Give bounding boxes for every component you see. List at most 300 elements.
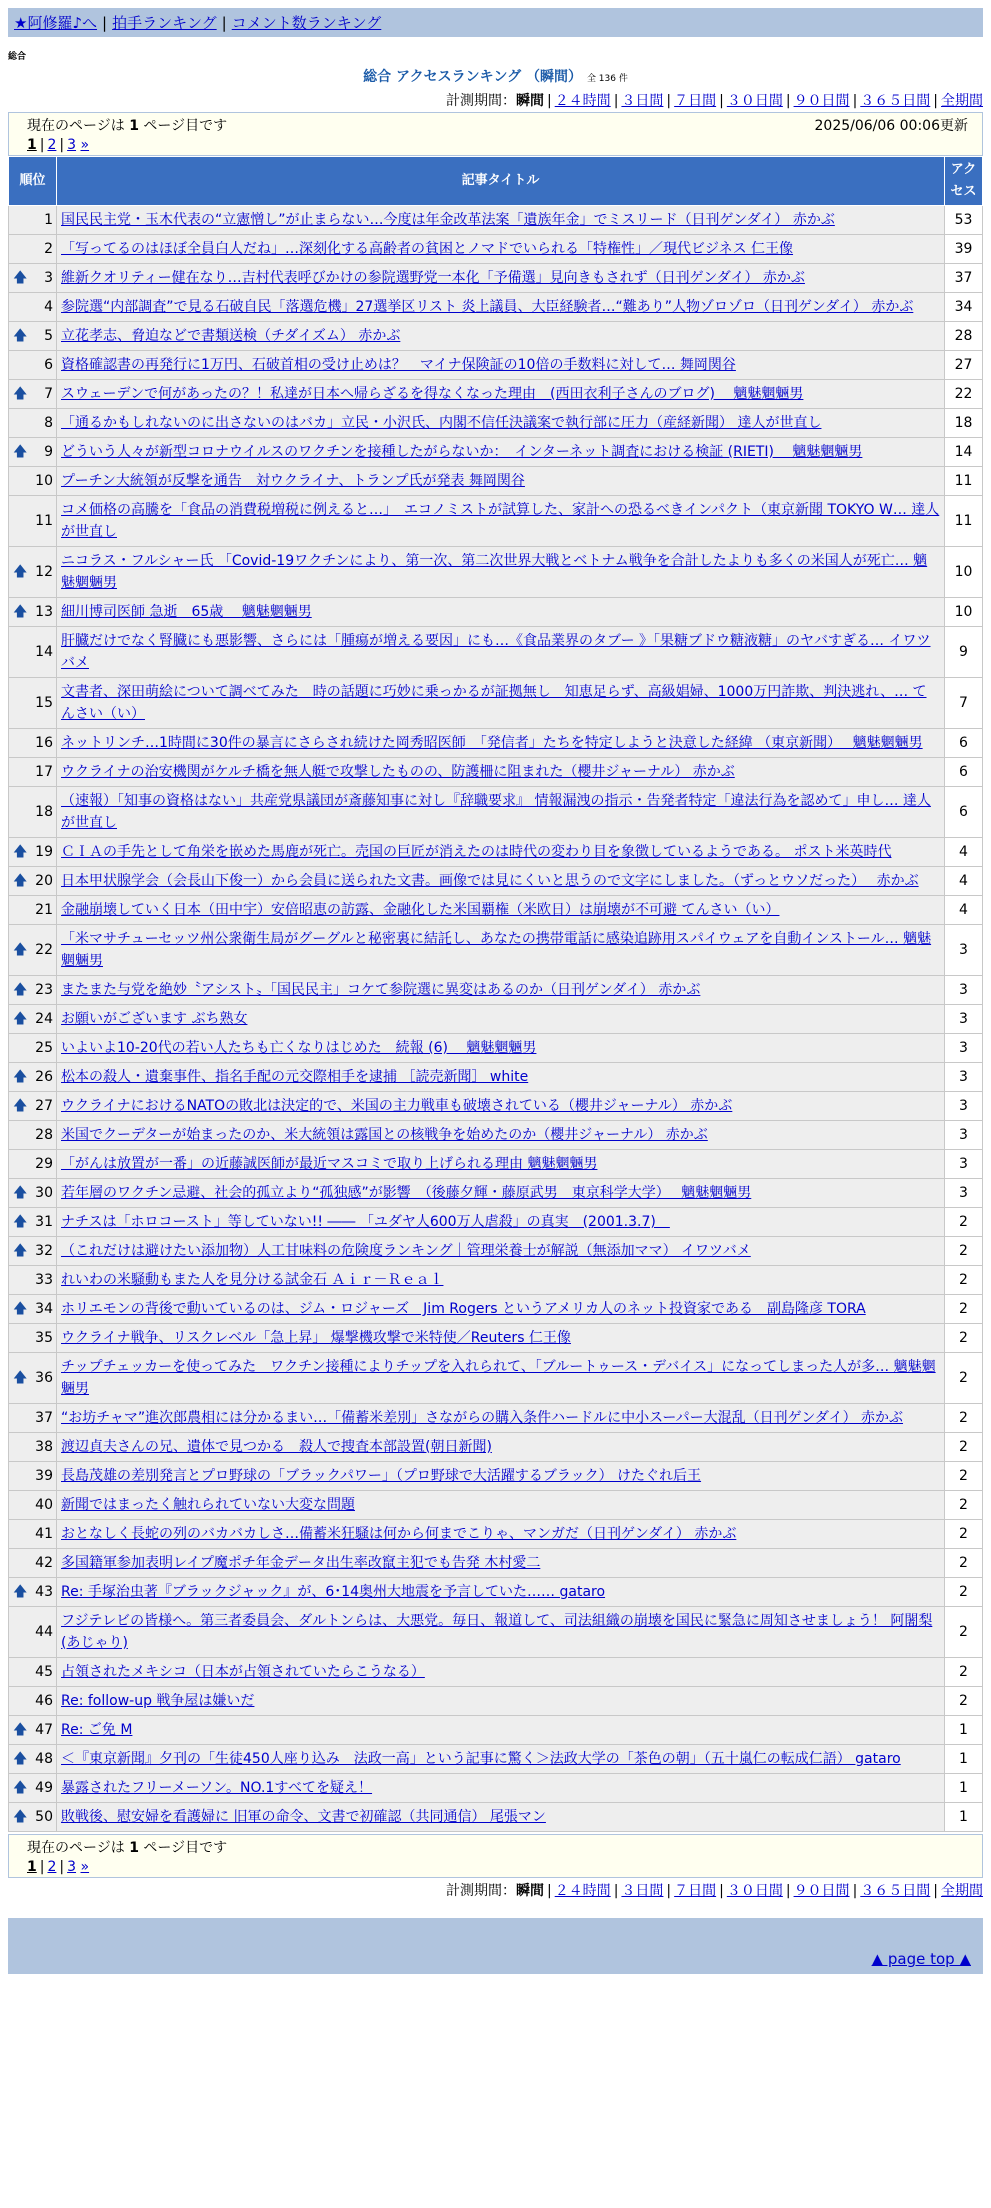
rank-cell bbox=[9, 787, 57, 838]
title-cell bbox=[57, 467, 945, 496]
article-title-link[interactable]: “お坊チャマ”進次郎農相には分かるまい…「備蓄米差別」さながらの購入条件ハードルに中小スーパー大混乱（日刊ゲンダイ） 赤かぶ bbox=[61, 1410, 904, 1426]
rank-number: 24 bbox=[35, 1011, 53, 1027]
title-cell bbox=[57, 322, 945, 351]
rank-number: 19 bbox=[35, 844, 53, 860]
rank-number: 12 bbox=[35, 564, 53, 580]
pager-separator: | bbox=[59, 137, 65, 153]
access-count: 3 bbox=[945, 976, 983, 1005]
article-title-link[interactable]: ＣＩＡの手先として角栄を嵌めた馬鹿が死亡。売国の巨匠が消えたのは時代の変わり目を象徴しているようである。 ポスト米英時代 bbox=[61, 844, 892, 860]
access-count: 6 bbox=[945, 787, 983, 838]
table-row bbox=[9, 1687, 983, 1716]
table-row bbox=[9, 1266, 983, 1295]
article-title-link[interactable]: 維新クオリティー健在なり…吉村代表呼びかけの参院選野党一本化「予備選」見向きもされず（日刊ゲンダイ） 赤かぶ bbox=[61, 270, 805, 286]
rank-up-arrow-icon: 🡅 bbox=[13, 1584, 28, 1600]
access-count: 2 bbox=[945, 1658, 983, 1687]
rank-number: 10 bbox=[35, 473, 53, 489]
access-count: 2 bbox=[945, 1687, 983, 1716]
rank-cell bbox=[9, 1295, 57, 1324]
period-link[interactable]: ３日間 bbox=[621, 93, 664, 109]
pager-separator: | bbox=[39, 137, 45, 153]
rank-cell bbox=[9, 1462, 57, 1491]
period-link[interactable]: ９０日間 bbox=[793, 93, 850, 109]
period-separator: | bbox=[719, 93, 724, 109]
pager-current-page: 1 bbox=[27, 1859, 37, 1875]
table-row bbox=[9, 1324, 983, 1353]
table-row bbox=[9, 896, 983, 925]
table-row bbox=[9, 1237, 983, 1266]
period-separator: | bbox=[852, 1883, 858, 1899]
article-title-link[interactable]: プーチン大統領が反撃を通告 対ウクライナ、トランプ氏が発表 舞岡関谷 bbox=[61, 473, 525, 489]
table-row bbox=[9, 1034, 983, 1063]
title-cell bbox=[57, 1208, 945, 1237]
title-cell bbox=[57, 1745, 945, 1774]
nav-separator: | bbox=[102, 14, 108, 32]
rank-cell bbox=[9, 1774, 57, 1803]
rank-cell bbox=[9, 976, 57, 1005]
access-count: 7 bbox=[945, 678, 983, 729]
title-cell bbox=[57, 438, 945, 467]
table-row bbox=[9, 1433, 983, 1462]
table-row bbox=[9, 293, 983, 322]
rank-number: 27 bbox=[35, 1098, 53, 1114]
title-cell bbox=[57, 409, 945, 438]
period-current: 瞬間 bbox=[515, 1883, 544, 1899]
rank-number: 39 bbox=[35, 1468, 53, 1484]
rank-number: 46 bbox=[35, 1693, 53, 1709]
pager-next-link[interactable]: » bbox=[80, 137, 90, 153]
table-row bbox=[9, 1179, 983, 1208]
rank-number: 48 bbox=[35, 1751, 53, 1767]
article-title-link[interactable]: Re: follow-up 戦争屋は嫌いだ bbox=[61, 1693, 255, 1709]
article-title-link[interactable]: 肝臓だけでなく腎臓にも悪影響、さらには「腫瘍が増える要因」にも…《食品業界のタブー 》「果糖ブドウ糖液糖」のヤバすぎる… イワツバメ bbox=[61, 633, 931, 671]
table-row bbox=[9, 1150, 983, 1179]
title-cell bbox=[57, 206, 945, 235]
article-title-link[interactable]: Re: ご免 M bbox=[61, 1722, 133, 1738]
title-cell bbox=[57, 1034, 945, 1063]
article-title-link[interactable]: 新聞ではまったく触れられていない大変な問題 bbox=[61, 1497, 355, 1513]
rank-number: 21 bbox=[35, 902, 53, 918]
title-cell bbox=[57, 1462, 945, 1491]
period-separator: | bbox=[613, 93, 619, 109]
rank-cell bbox=[9, 729, 57, 758]
access-count: 3 bbox=[945, 1150, 983, 1179]
rank-cell bbox=[9, 1353, 57, 1404]
rank-up-arrow-icon: 🡅 bbox=[13, 564, 28, 580]
access-count: 3 bbox=[945, 1179, 983, 1208]
title-cell bbox=[57, 1774, 945, 1803]
article-title-link[interactable]: 長島茂雄の差別発言とプロ野球の「ブラックパワー」（プロ野球で大活躍するブラック） けたぐれ后王 bbox=[61, 1468, 702, 1484]
table-row bbox=[9, 380, 983, 409]
access-count: 2 bbox=[945, 1607, 983, 1658]
home-link[interactable]: ★阿修羅♪へ bbox=[14, 14, 98, 32]
rank-cell bbox=[9, 1491, 57, 1520]
access-count: 3 bbox=[945, 1092, 983, 1121]
access-count: 2 bbox=[945, 1433, 983, 1462]
article-title-link[interactable]: 日本甲状腺学会（会長山下俊一）から会員に送られた文書。画像では見にくいと思うので文字にしました。（ずっとウソだった） 赤かぶ bbox=[61, 873, 919, 889]
period-link[interactable]: ３６５日間 bbox=[860, 93, 931, 109]
access-count: 2 bbox=[945, 1404, 983, 1433]
article-title-link[interactable]: 多国籍軍参加表明レイプ魔ポチ年金データ出生率改竄主犯でも告発 木村愛二 bbox=[61, 1555, 541, 1571]
rank-cell bbox=[9, 1578, 57, 1607]
rank-cell bbox=[9, 264, 57, 293]
rank-number: 4 bbox=[44, 299, 53, 315]
article-title-link[interactable]: れいわの米騒動もまた人を見分ける試金石 Ａｉｒ－Ｒｅａｌ bbox=[61, 1272, 444, 1288]
period-link[interactable]: ２４時間 bbox=[554, 93, 611, 109]
page-top-link[interactable]: ▲ page top ▲ bbox=[871, 1950, 971, 1968]
title-cell bbox=[57, 1150, 945, 1179]
title-cell bbox=[57, 1687, 945, 1716]
rank-number: 31 bbox=[35, 1214, 53, 1230]
article-title-link[interactable]: ホリエモンの背後で動いているのは、ジム・ロジャーズ Jim Rogers というアメリカ人のネット投資家である 副島隆彦 TORA bbox=[61, 1301, 866, 1317]
table-row bbox=[9, 925, 983, 976]
period-current: 瞬間 bbox=[515, 93, 544, 109]
title-cell bbox=[57, 758, 945, 787]
title-cell bbox=[57, 729, 945, 758]
table-row bbox=[9, 598, 983, 627]
rank-number: 42 bbox=[35, 1555, 53, 1571]
table-row bbox=[9, 1121, 983, 1150]
table-row bbox=[9, 1295, 983, 1324]
title-cell bbox=[57, 1005, 945, 1034]
access-count: 2 bbox=[945, 1491, 983, 1520]
rank-number: 22 bbox=[35, 942, 53, 958]
rank-up-arrow-icon: 🡅 bbox=[13, 1098, 28, 1114]
access-count: 2 bbox=[945, 1266, 983, 1295]
rank-cell bbox=[9, 1324, 57, 1353]
title-cell bbox=[57, 1324, 945, 1353]
pager-bottom bbox=[27, 1859, 968, 1875]
rank-cell bbox=[9, 1005, 57, 1034]
article-title-link[interactable]: チップチェッカーを使ってみた ワクチン接種によりチップを入れられて、「ブルートゥース・デバイス」になってしまった人が多… 魑魅魍魎男 bbox=[61, 1359, 936, 1397]
rank-number: 17 bbox=[35, 764, 53, 780]
access-count: 34 bbox=[945, 293, 983, 322]
period-link[interactable]: ２４時間 bbox=[554, 1883, 611, 1899]
access-count: 4 bbox=[945, 838, 983, 867]
article-title-link[interactable]: またまた与党を絶妙〝アシスト〟「国民民主」コケて参院選に異変はあるのか（日刊ゲンダイ） 赤かぶ bbox=[61, 982, 701, 998]
rank-cell bbox=[9, 627, 57, 678]
table-row bbox=[9, 787, 983, 838]
article-title-link[interactable]: おとなしく長蛇の列のバカバカしさ…備蓄米狂騒は何から何までこりゃ、マンガだ（日刊ゲンダイ） 赤かぶ bbox=[61, 1526, 737, 1542]
nav-separator: | bbox=[221, 14, 227, 32]
access-count: 37 bbox=[945, 264, 983, 293]
access-count: 2 bbox=[945, 1324, 983, 1353]
rank-number: 34 bbox=[35, 1301, 53, 1317]
article-title-link[interactable]: コメ価格の高騰を「食品の消費税増税に例えると…」 エコノミストが試算した、家計への恐るべきインパクト（東京新聞 TOKYO W… 達人が世直し bbox=[61, 502, 940, 540]
access-count: 1 bbox=[945, 1745, 983, 1774]
rank-number: 30 bbox=[35, 1185, 53, 1201]
rank-cell bbox=[9, 206, 57, 235]
rank-up-arrow-icon: 🡅 bbox=[13, 873, 28, 889]
rank-number: 36 bbox=[35, 1370, 53, 1386]
access-count: 3 bbox=[945, 1005, 983, 1034]
rank-number: 23 bbox=[35, 982, 53, 998]
table-row bbox=[9, 678, 983, 729]
article-title-link[interactable]: 渡辺貞夫さんの兄、遺体で見つかる 殺人で捜査本部設置(朝日新聞) bbox=[61, 1439, 492, 1455]
rank-number: 8 bbox=[44, 415, 53, 431]
period-selector-bottom bbox=[0, 1880, 991, 1900]
rank-up-arrow-icon: 🡅 bbox=[13, 942, 28, 958]
rank-cell bbox=[9, 867, 57, 896]
rank-cell bbox=[9, 1179, 57, 1208]
comment-ranking-link[interactable]: コメント数ランキング bbox=[231, 14, 382, 32]
article-title-link[interactable]: 暴露されたフリーメーソン。NO.1すべてを疑え！ bbox=[61, 1780, 373, 1796]
rank-cell bbox=[9, 1266, 57, 1295]
page-top-row bbox=[8, 1946, 983, 1974]
article-title-link[interactable]: 「がんは放置が一番」の近藤誠医師が最近マスコミで取り上げられる理由 魑魅魍魎男 bbox=[61, 1156, 598, 1172]
table-row bbox=[9, 467, 983, 496]
rank-number: 5 bbox=[44, 328, 53, 344]
access-count: 2 bbox=[945, 1549, 983, 1578]
table-row bbox=[9, 729, 983, 758]
rank-cell bbox=[9, 438, 57, 467]
table-row bbox=[9, 1774, 983, 1803]
rank-cell bbox=[9, 838, 57, 867]
rank-number: 25 bbox=[35, 1040, 53, 1056]
rank-number: 28 bbox=[35, 1127, 53, 1143]
access-count: 2 bbox=[945, 1462, 983, 1491]
period-label: 計測期間： bbox=[445, 1883, 516, 1899]
article-title-link[interactable]: ＜『東京新聞』夕刊の「生徒450人座り込み 法政一高」という記事に驚く＞法政大学の「茶色の朝」（五十嵐仁の転成仁語） gataro bbox=[61, 1751, 901, 1767]
article-title-link[interactable]: 資格確認書の再発行に1万円、石破首相の受け止めは？ マイナ保険証の10倍の手数料に対して… 舞岡関谷 bbox=[61, 357, 736, 373]
article-title-link[interactable]: Re: 手塚治虫著『ブラックジャック』が、6･14奥州大地震を予言していた…… gataro bbox=[61, 1584, 606, 1600]
article-title-link[interactable]: ニコラス・フルシャー氏 「Covid-19ワクチンにより、第一次、第二次世界大戦とベトナム戦争を合計したよりも多くの米国人が死亡… 魑魅魍魎男 bbox=[61, 553, 928, 591]
article-title-link[interactable]: 「通るかもしれないのに出さないのはバカ」立民・小沢氏、内閣不信任決議案で執行部に圧力（産経新聞） 達人が世直し bbox=[61, 415, 822, 431]
article-title-link[interactable]: 占領されたメキシコ（日本が占領されていたらこうなる） bbox=[61, 1664, 425, 1680]
access-count: 9 bbox=[945, 627, 983, 678]
rank-number: 1 bbox=[44, 212, 53, 228]
rank-cell bbox=[9, 925, 57, 976]
period-separator: | bbox=[719, 1883, 724, 1899]
rank-cell bbox=[9, 1549, 57, 1578]
period-link[interactable]: ７日間 bbox=[674, 93, 717, 109]
article-title-link[interactable]: 米国でクーデターが始まったのか、米大統領は露国との核戦争を始めたのか（櫻井ジャーナル） 赤かぶ bbox=[61, 1127, 708, 1143]
access-count: 53 bbox=[945, 206, 983, 235]
article-title-link[interactable]: ネットリンチ…1時間に30件の暴言にさらされ続けた岡秀昭医師 「発信者」たちを特定しようと決意した経緯 （東京新聞） 魑魅魍魎男 bbox=[61, 735, 923, 751]
table-row bbox=[9, 547, 983, 598]
ranking-table bbox=[8, 156, 983, 1832]
rank-cell bbox=[9, 380, 57, 409]
page-info-box-top bbox=[8, 112, 983, 156]
rank-number: 43 bbox=[35, 1584, 53, 1600]
pager-page-link[interactable]: 2 bbox=[47, 1859, 57, 1875]
rank-up-arrow-icon: 🡅 bbox=[13, 1069, 28, 1085]
rank-up-arrow-icon: 🡅 bbox=[13, 1809, 28, 1825]
period-link[interactable]: ３日間 bbox=[621, 1883, 664, 1899]
rank-cell bbox=[9, 1150, 57, 1179]
article-title-link[interactable]: 金融崩壊していく日本（田中宇）安倍昭恵の訪露、金融化した米国覇権（米欧日）は崩壊が不可避 てんさい（い） bbox=[61, 902, 780, 918]
table-row bbox=[9, 838, 983, 867]
period-separator: | bbox=[666, 1883, 672, 1899]
access-count: 2 bbox=[945, 1578, 983, 1607]
article-title-link[interactable]: 細川博司医師 急逝 65歳 魑魅魍魎男 bbox=[61, 604, 312, 620]
clap-ranking-link[interactable]: 拍手ランキング bbox=[112, 14, 217, 32]
title-cell bbox=[57, 1658, 945, 1687]
total-count: 全 136 件 bbox=[586, 74, 628, 84]
title-cell bbox=[57, 1803, 945, 1832]
rank-cell bbox=[9, 409, 57, 438]
access-count: 6 bbox=[945, 729, 983, 758]
title-cell bbox=[57, 1491, 945, 1520]
period-link[interactable]: ３０日間 bbox=[726, 93, 783, 109]
rank-cell bbox=[9, 293, 57, 322]
access-count: 14 bbox=[945, 438, 983, 467]
table-row bbox=[9, 351, 983, 380]
article-title-link[interactable]: 若年層のワクチン忌避、社会的孤立より“孤独感”が影響 （後藤夕輝・藤原武男 東京科学大学） 魑魅魍魎男 bbox=[61, 1185, 752, 1201]
title-cell bbox=[57, 627, 945, 678]
table-row bbox=[9, 322, 983, 351]
rank-up-arrow-icon: 🡅 bbox=[13, 604, 28, 620]
rank-cell bbox=[9, 467, 57, 496]
title-cell bbox=[57, 1607, 945, 1658]
period-link[interactable]: ７日間 bbox=[674, 1883, 717, 1899]
rank-cell bbox=[9, 1520, 57, 1549]
rank-cell bbox=[9, 678, 57, 729]
rank-number: 20 bbox=[35, 873, 53, 889]
title-cell bbox=[57, 496, 945, 547]
article-title-link[interactable]: いよいよ10-20代の若い人たちも亡くなりはじめた 続報 (6) 魑魅魍魎男 bbox=[61, 1040, 537, 1056]
article-title-link[interactable]: どういう人々が新型コロナウイルスのワクチンを接種したがらないか： インターネット調査における検証 (RIETI) 魑魅魍魎男 bbox=[61, 444, 863, 460]
article-title-link[interactable]: 立花孝志、脅迫などで書類送検（チダイズム） 赤かぶ bbox=[61, 328, 401, 344]
article-title-link[interactable]: ナチスは「ホロコースト」等していない!! ―― 「ユダヤ人600万人虐殺」の真実 (2001.3.7) bbox=[61, 1214, 670, 1230]
pager-next-link[interactable]: » bbox=[80, 1859, 90, 1875]
table-row bbox=[9, 1092, 983, 1121]
period-link[interactable]: ９０日間 bbox=[793, 1883, 850, 1899]
article-title-link[interactable]: スウェーデンで何があったの？！私達が日本へ帰らざるを得なくなった理由 (西田衣利子さんのブログ) 魑魅魍魎男 bbox=[61, 386, 804, 402]
period-separator: | bbox=[546, 93, 552, 109]
access-count: 10 bbox=[945, 598, 983, 627]
table-row bbox=[9, 409, 983, 438]
rank-up-arrow-icon: 🡅 bbox=[13, 1214, 28, 1230]
period-link[interactable]: ３６５日間 bbox=[860, 1883, 931, 1899]
access-count: 11 bbox=[945, 467, 983, 496]
article-title-link[interactable]: 参院選“内部調査”で見る石破自民「落選危機」27選挙区リスト 炎上議員、大臣経験者…“難あり”人物ゾロゾロ（日刊ゲンダイ） 赤かぶ bbox=[61, 299, 914, 315]
category-label: 総合 bbox=[8, 52, 27, 62]
rank-cell bbox=[9, 1121, 57, 1150]
access-count: 2 bbox=[945, 1237, 983, 1266]
title-cell bbox=[57, 1092, 945, 1121]
rank-cell bbox=[9, 547, 57, 598]
access-count: 10 bbox=[945, 547, 983, 598]
period-link[interactable]: 全期間 bbox=[941, 93, 983, 109]
table-row bbox=[9, 1462, 983, 1491]
rank-cell bbox=[9, 1658, 57, 1687]
rank-number: 26 bbox=[35, 1069, 53, 1085]
access-count: 27 bbox=[945, 351, 983, 380]
period-separator: | bbox=[933, 93, 938, 109]
article-title-link[interactable]: 松本の殺人・遺棄事件、指名手配の元交際相手を逮捕 ［読売新聞］ white bbox=[61, 1069, 529, 1085]
period-link[interactable]: ３０日間 bbox=[726, 1883, 783, 1899]
rank-cell bbox=[9, 896, 57, 925]
period-selector-top bbox=[0, 90, 991, 110]
period-separator: | bbox=[852, 93, 858, 109]
rank-number: 7 bbox=[44, 386, 53, 402]
rank-number: 3 bbox=[44, 270, 53, 286]
rank-cell bbox=[9, 322, 57, 351]
rank-cell bbox=[9, 1063, 57, 1092]
table-row bbox=[9, 1353, 983, 1404]
article-title-link[interactable]: フジテレビの皆様へ。第三者委員会、ダルトンらは、大悪党。毎日、報道して、司法組織の崩壊を国民に緊急に周知させましょう！ 阿闍梨(あじゃり) bbox=[61, 1613, 933, 1651]
rank-number: 6 bbox=[44, 357, 53, 373]
pager-page-link[interactable]: 2 bbox=[47, 137, 57, 153]
table-row bbox=[9, 206, 983, 235]
article-title-link[interactable]: 国民民主党・玉木代表の“立憲憎し”が止まらない…今度は年金改革法案「遺族年金」でミスリード（日刊ゲンダイ） 赤かぶ bbox=[61, 212, 835, 228]
article-title-link[interactable]: 文書者、深田萌絵について調べてみた 時の話題に巧妙に乗っかるが証拠無し 知恵足らず、高級娼婦、1000万円詐欺、判決逃れ、… てんさい（い） bbox=[61, 684, 927, 722]
pager-page-link[interactable]: 3 bbox=[67, 137, 77, 153]
title-cell bbox=[57, 1063, 945, 1092]
rank-number: 16 bbox=[35, 735, 53, 751]
article-title-link[interactable]: お願いがございます ぶち熟女 bbox=[61, 1011, 248, 1027]
period-link[interactable]: 全期間 bbox=[941, 1883, 983, 1899]
rank-cell bbox=[9, 598, 57, 627]
table-row bbox=[9, 1005, 983, 1034]
rank-cell bbox=[9, 235, 57, 264]
title-cell bbox=[57, 787, 945, 838]
article-title-link[interactable]: 敗戦後、慰安婦を看護婦に 旧軍の命令、文書で初確認（共同通信） 尾張マン bbox=[61, 1809, 546, 1825]
rank-cell bbox=[9, 1803, 57, 1832]
rank-number: 35 bbox=[35, 1330, 53, 1346]
access-count: 3 bbox=[945, 1121, 983, 1150]
rank-up-arrow-icon: 🡅 bbox=[13, 1243, 28, 1259]
rank-cell bbox=[9, 1745, 57, 1774]
access-count: 3 bbox=[945, 1034, 983, 1063]
rank-cell bbox=[9, 1092, 57, 1121]
article-title-link[interactable]: ウクライナにおけるNATOの敗北は決定的で、米国の主力戦車も破壊されている（櫻井ジャーナル） 赤かぶ bbox=[61, 1098, 733, 1114]
rank-number: 45 bbox=[35, 1664, 53, 1680]
access-count: 4 bbox=[945, 896, 983, 925]
pager-page-link[interactable]: 3 bbox=[67, 1859, 77, 1875]
period-separator: | bbox=[666, 93, 672, 109]
table-row bbox=[9, 1658, 983, 1687]
rank-number: 38 bbox=[35, 1439, 53, 1455]
pager-separator: | bbox=[39, 1859, 45, 1875]
article-title-link[interactable]: （速報）「知事の資格はない」共産党県議団が斎藤知事に対し『辞職要求』 情報漏洩の指示・告発者特定「違法行為を認めて」申し… 達人が世直し bbox=[61, 793, 931, 831]
article-title-link[interactable]: 「写ってるのはほぼ全員白人だね」…深刻化する高齢者の貧困とノマドでいられる「特権性」／現代ビジネス 仁王像 bbox=[61, 241, 794, 257]
title-cell bbox=[57, 380, 945, 409]
title-cell bbox=[57, 1404, 945, 1433]
rank-cell bbox=[9, 758, 57, 787]
title-cell bbox=[57, 1716, 945, 1745]
access-count: 2 bbox=[945, 1353, 983, 1404]
title-cell bbox=[57, 351, 945, 380]
access-count: 4 bbox=[945, 867, 983, 896]
rank-up-arrow-icon: 🡅 bbox=[13, 386, 28, 402]
table-row bbox=[9, 235, 983, 264]
table-row bbox=[9, 496, 983, 547]
table-row bbox=[9, 1578, 983, 1607]
rank-cell bbox=[9, 1208, 57, 1237]
period-separator: | bbox=[546, 1883, 552, 1899]
table-row bbox=[9, 1208, 983, 1237]
period-separator: | bbox=[785, 1883, 791, 1899]
rank-number: 40 bbox=[35, 1497, 53, 1513]
article-title-link[interactable]: ウクライナ戦争、リスクレベル「急上昇」 爆撃機攻撃で米特使／Reuters 仁王像 bbox=[61, 1330, 571, 1346]
page-status-bottom: 現在のページは 1 ページ目です bbox=[27, 1840, 228, 1856]
article-title-link[interactable]: （これだけは避けたい添加物）人工甘味料の危険度ランキング｜管理栄養士が解説（無添加ママ） イワツバメ bbox=[61, 1243, 751, 1259]
title-cell bbox=[57, 1433, 945, 1462]
access-count: 2 bbox=[945, 1208, 983, 1237]
access-count: 2 bbox=[945, 1520, 983, 1549]
article-title-link[interactable]: 「米マサチューセッツ州公衆衛生局がグーグルと秘密裏に結託し、あなたの携帯電話に感染追跡用スパイウェアを自動インストール… 魑魅魍魎男 bbox=[61, 931, 932, 969]
title-cell bbox=[57, 235, 945, 264]
title-cell bbox=[57, 264, 945, 293]
table-row bbox=[9, 1549, 983, 1578]
rank-number: 2 bbox=[44, 241, 53, 257]
article-title-link[interactable]: ウクライナの治安機関がケルチ橋を無人艇で攻撃したものの、防護柵に阻まれた（櫻井ジャーナル） 赤かぶ bbox=[61, 764, 735, 780]
rank-number: 33 bbox=[35, 1272, 53, 1288]
access-count: 1 bbox=[945, 1803, 983, 1832]
title-cell bbox=[57, 1549, 945, 1578]
table-row bbox=[9, 1491, 983, 1520]
